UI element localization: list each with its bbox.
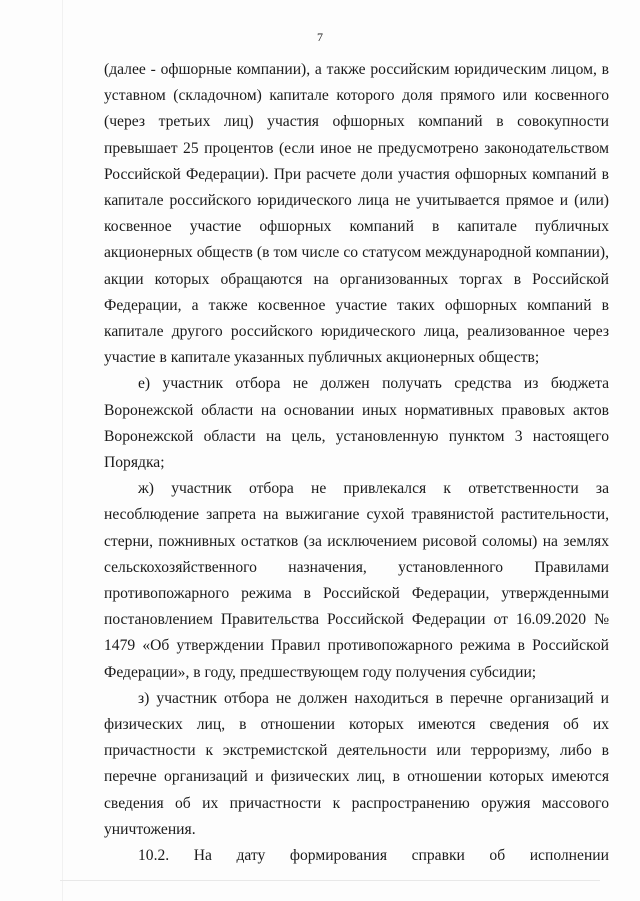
document-body	[104, 57, 609, 869]
scan-edge-bottom	[60, 880, 600, 881]
paragraph-item-zh: ж) участник отбора не привлекался к ответственности за несоблюдение запрета на выжигание сухой травянистой растительности, стерни, пожнивных остатков (за исключением рисовой соломы) на землях сельскохозяйственного назначения, установленного Правилами противопожарного режима в Российской Федерации, утвержденными постановлением Правительства Российской Федерации от 16.09.2020 № 1479 «Об утверждении Правил противопожарного режима в Российской Федерации», в году, предшествующем году получения субсидии;	[104, 480, 609, 681]
paragraph-offshore-continuation: (далее - офшорные компании), а также российским юридическим лицом, в уставном (складочном) капитале которого доля прямого или косвенного (через третьих лиц) участия офшорных компаний в совокупности превышает 25 процентов (если иное не предусмотрено законодательством Российской Федерации). При расчете доли участия офшорных компаний в капитале российского юридического лица не учитывается прямое и (или) косвенное участие офшорных компаний в капитале публичных акционерных обществ (в том числе со статусом международной компании), акции которых обращаются на организованных торгах в Российской Федерации, а также косвенное участие таких офшорных компаний в капитале другого российского юридического лица, реализованное через участие в капитале указанных публичных акционерных обществ;	[104, 61, 609, 367]
scan-edge-left	[62, 0, 63, 901]
page-number: 7	[317, 30, 323, 44]
paragraph-item-z: з) участник отбора не должен находиться в перечне организаций и физических лиц, в отношении которых имеются сведения об их причастности к экстремистской деятельности или терроризму, либо в перечне организаций и физических лиц, в отношении которых имеются сведения об их причастности к распространению оружия массового уничтожения.	[104, 689, 609, 838]
paragraph-clause-10-2: 10.2. На дату формирования справки об исполнении	[138, 847, 609, 865]
paragraph-item-e: е) участник отбора не должен получать средства из бюджета Воронежской области на основании иных нормативных правовых актов Воронежской области на цель, установленную пунктом 3 настоящего Порядка;	[104, 375, 609, 472]
